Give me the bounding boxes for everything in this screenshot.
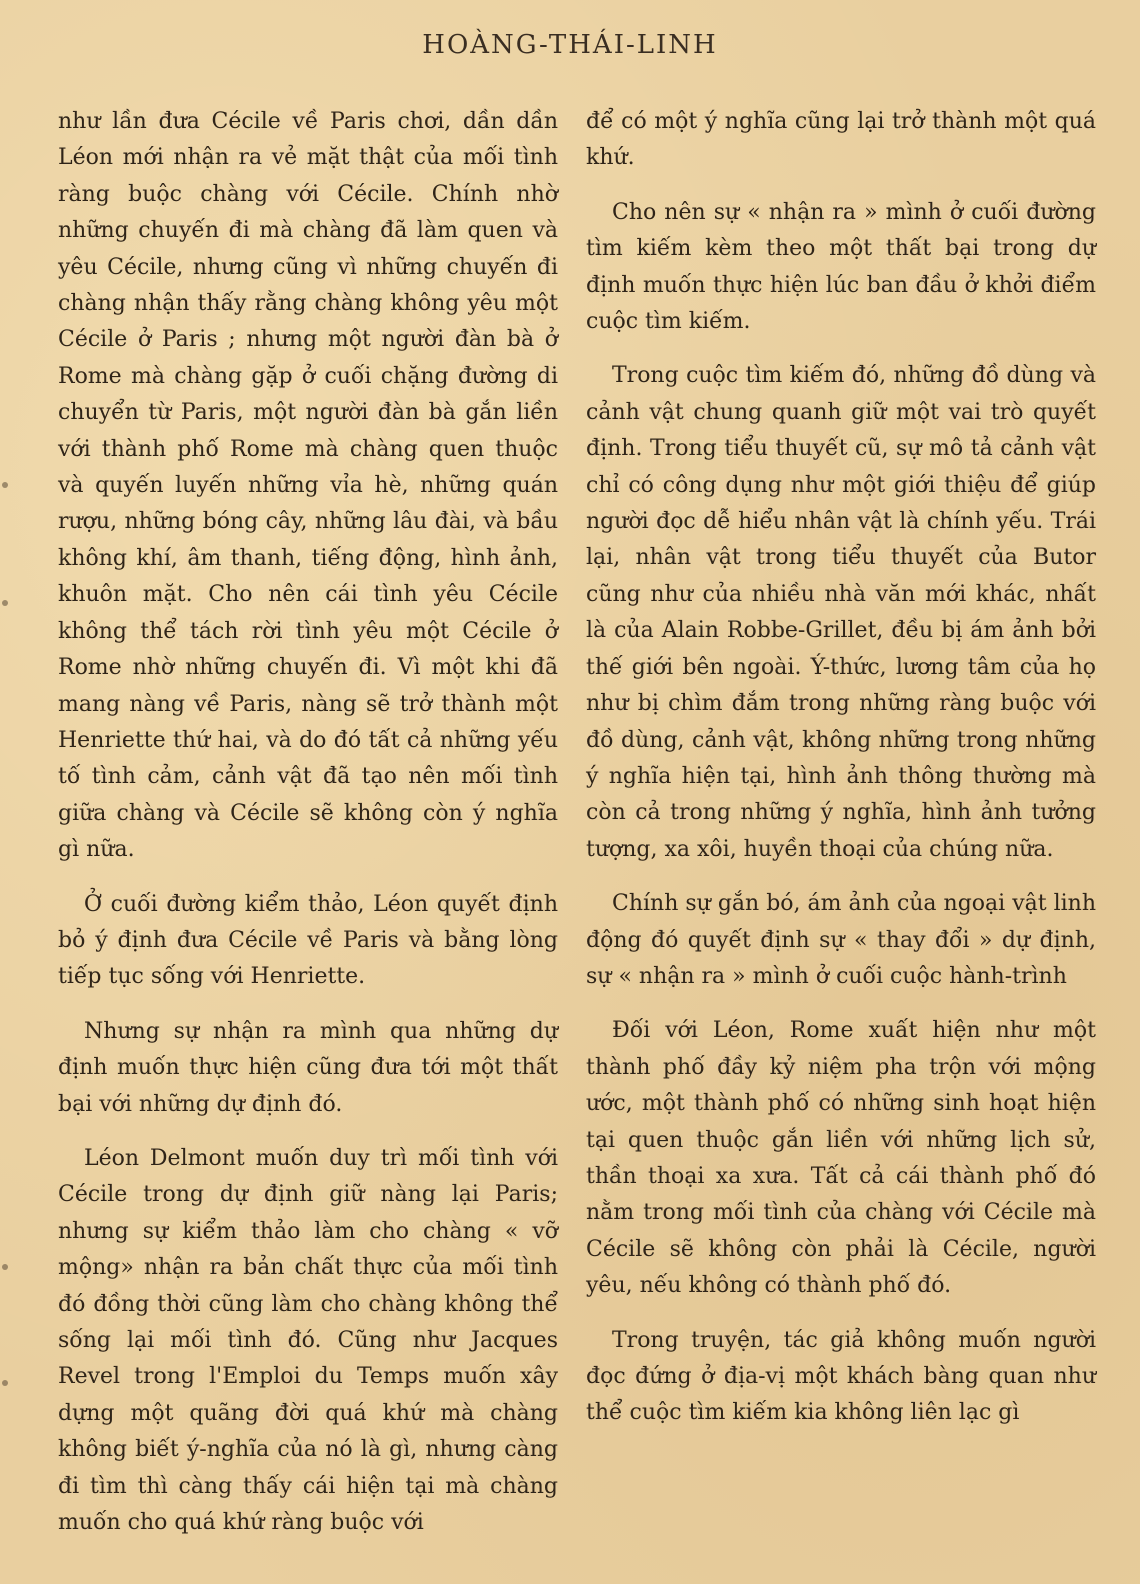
right-column	[586, 104, 1096, 1450]
paragraph: Cho nên sự « nhận ra » mình ở cuối đường tìm kiếm kèm theo một thất bại trong dự định muốn thực hiện lúc ban đầu ở khởi điểm cuộc tìm kiếm.	[586, 199, 1096, 335]
paragraph: như lần đưa Cécile về Paris chơi, dần dần Léon mới nhận ra vẻ mặt thật của mối tình ràng buộc chàng với Cécile. Chính nhờ những chuyến đi mà chàng đã làm quen và yêu Cécile, nhưng cũng vì những chuyến đi chàng nhận thấy rằng chàng không yêu một Cécile ở Paris ; nhưng một người đàn bà ở Rome mà chàng gặp ở cuối chặng đường di chuyển từ Paris, một người đàn bà gắn liền với thành phố Rome mà chàng quen thuộc và quyến luyến những vỉa hè, những quán rượu, những bóng cây, những lâu đài, và bầu không khí, âm thanh, tiếng động, hình ảnh, khuôn mặt. Cho nên cái tình yêu Cécile không thể tách rời tình yêu một Cécile ở Rome nhờ những chuyến đi. Vì một khi đã mang nàng về Paris, nàng sẽ trở thành một Henriette thứ hai, và do đó tất cả những yếu tố tình cảm, cảnh vật đã tạo nên mối tình giữa chàng và Cécile sẽ không còn ý nghĩa gì nữa.	[58, 109, 558, 863]
running-header: HOÀNG-THÁI-LINH	[422, 30, 718, 60]
binding-hole-mark	[2, 1264, 8, 1270]
paragraph: Ở cuối đường kiểm thảo, Léon quyết định bỏ ý định đưa Cécile về Paris và bằng lòng tiếp tục sống với Henriette.	[58, 891, 558, 990]
paragraph: để có một ý nghĩa cũng lại trở thành một quá khứ.	[586, 109, 1096, 171]
paragraph: Chính sự gắn bó, ám ảnh của ngoại vật linh động đó quyết định sự « thay đổi » dự định, sự « nhận ra » mình ở cuối cuộc hành-trình	[586, 891, 1096, 989]
paragraph: Nhưng sự nhận ra mình qua những dự định muốn thực hiện cũng đưa tới một thất bại với những dự định đó.	[58, 1018, 558, 1117]
binding-hole-mark	[2, 482, 8, 488]
binding-hole-mark	[2, 1380, 8, 1386]
paragraph: Léon Delmont muốn duy trì mối tình với Cécile trong dự định giữ nàng lại Paris; nhưng sự kiểm thảo làm cho chàng « vỡ mộng» nhận ra bản chất thực của mối tình đó đồng thời cũng làm cho chàng không thể sống lại mối tình đó. Cũng như Jacques Revel trong l'Emploi du Temps muốn xây dựng một quãng đời quá khứ mà chàng không biết ý-nghĩa của nó là gì, nhưng càng đi tìm thì càng thấy cái hiện tại mà chàng muốn cho quá khứ ràng buộc với	[58, 1145, 558, 1536]
paragraph: Đối với Léon, Rome xuất hiện như một thành phố đầy kỷ niệm pha trộn với mộng ước, một thành phố có những sinh hoạt hiện tại quen thuộc gắn liền với những lịch sử, thần thoại xa xưa. Tất cả cái thành phố đó nằm trong mối tình của chàng với Cécile mà Cécile sẽ không còn phải là Cécile, người yêu, nếu không có thành phố đó.	[586, 1018, 1096, 1299]
left-column	[58, 104, 558, 1559]
paragraph: Trong cuộc tìm kiếm đó, những đồ dùng và cảnh vật chung quanh giữ một vai trò quyết định. Trong tiểu thuyết cũ, sự mô tả cảnh vật chỉ có công dụng như một giới thiệu để giúp người đọc dễ hiểu nhân vật là chính yếu. Trái lại, nhân vật trong tiểu thuyết của Butor cũng như của nhiều nhà văn mới khác, nhất là của Alain Robbe-Grillet, đều bị ám ảnh bởi thế giới bên ngoài. Ý-thức, lương tâm của họ như bị chìm đắm trong những ràng buộc với đồ dùng, cảnh vật, không những trong những ý nghĩa hiện tại, hình ảnh thông thường mà còn cả trong những ý nghĩa, hình ảnh tưởng tượng, xa xôi, huyền thoại của chúng nữa.	[586, 363, 1096, 862]
paragraph: Trong truyện, tác giả không muốn người đọc đứng ở địa-vị một khách bàng quan như thể cuộc tìm kiếm kia không liên lạc gì	[586, 1327, 1096, 1426]
binding-hole-mark	[2, 600, 8, 606]
